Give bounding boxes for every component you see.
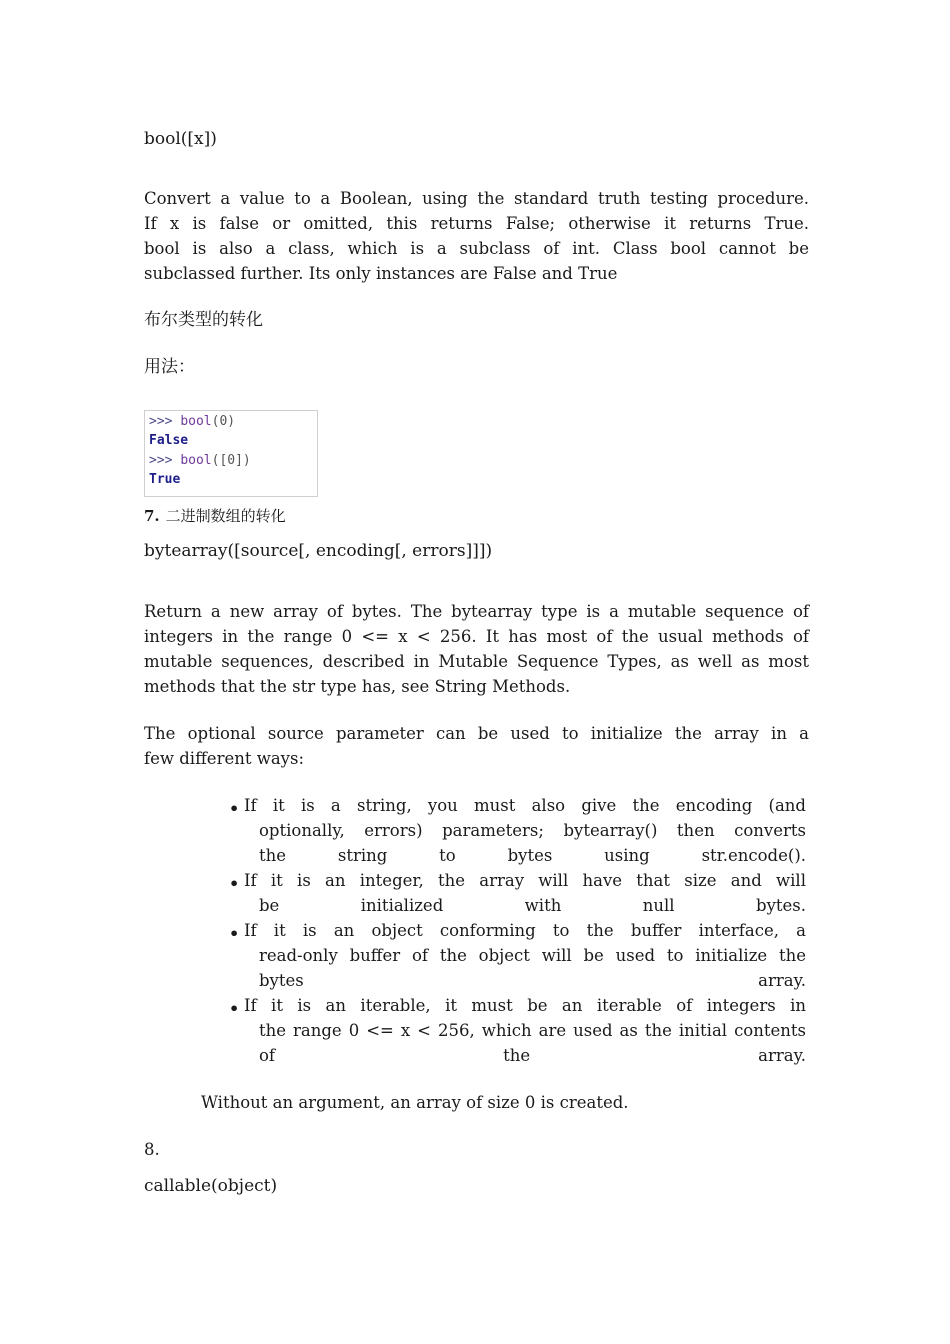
source-description-line: The optional source parameter can be used to initialize the array in a: [144, 724, 809, 743]
callable-signature: callable(object): [144, 1176, 278, 1196]
section-8-number: 8.: [144, 1140, 160, 1159]
source-description-line: few different ways:: [144, 749, 305, 768]
no-argument-note: Without an argument, an array of size 0 is created.: [201, 1093, 629, 1112]
bullet-dot: •: [229, 799, 240, 818]
list-item-line: the range 0 <= x < 256, which are used as the initial contents: [259, 1021, 806, 1040]
bullet-dot: •: [229, 924, 240, 943]
list-item-line: be initialized with null bytes.: [259, 896, 806, 915]
bool-description-line: Convert a value to a Boolean, using the standard truth testing procedure.: [144, 189, 809, 208]
console-line: >>> bool(0): [149, 414, 236, 429]
list-item-line: If it is a string, you must also give the encoding (and: [244, 796, 806, 815]
bytearray-signature: bytearray([source[, encoding[, errors]]]): [144, 541, 493, 561]
bool-description-line: subclassed further. Its only instances are False and True: [144, 264, 618, 283]
list-item-line: If it is an iterable, it must be an iterable of integers in: [244, 996, 806, 1015]
bullet-dot: •: [229, 874, 240, 893]
bytearray-description-line: Return a new array of bytes. The bytearray type is a mutable sequence of: [144, 602, 809, 621]
list-item-line: optionally, errors) parameters; bytearray() then converts: [259, 821, 806, 840]
bool-description-line: bool is also a class, which is a subclass of int. Class bool cannot be: [144, 239, 809, 258]
usage-label: 用法：: [144, 357, 195, 377]
bytearray-description-line: integers in the range 0 <= x < 256. It has most of the usual methods of: [144, 627, 809, 646]
list-item-line: bytes array.: [259, 971, 806, 990]
bool-signature: bool([x]): [144, 129, 217, 149]
bool-cn-title: 布尔类型的转化: [144, 310, 263, 330]
list-item-line: If it is an integer, the array will have that size and will: [244, 871, 806, 890]
bytearray-description-line: methods that the str type has, see String Methods.: [144, 677, 571, 696]
console-line: True: [149, 472, 181, 487]
list-item-line: the string to bytes using str.encode().: [259, 846, 806, 865]
bytearray-description-line: mutable sequences, described in Mutable Sequence Types, as well as most: [144, 652, 809, 671]
console-line: >>> bool([0]): [149, 453, 251, 468]
section-7-heading: 7. 二进制数组的转化: [144, 507, 286, 525]
bool-example-screenshot: [144, 410, 318, 497]
bool-description-line: If x is false or omitted, this returns False; otherwise it returns True.: [144, 214, 809, 233]
console-line: False: [149, 433, 189, 448]
list-item-line: of the array.: [259, 1046, 806, 1065]
bullet-dot: •: [229, 999, 240, 1018]
list-item-line: If it is an object conforming to the buffer interface, a: [244, 921, 806, 940]
list-item-line: read-only buffer of the object will be used to initialize the: [259, 946, 806, 965]
